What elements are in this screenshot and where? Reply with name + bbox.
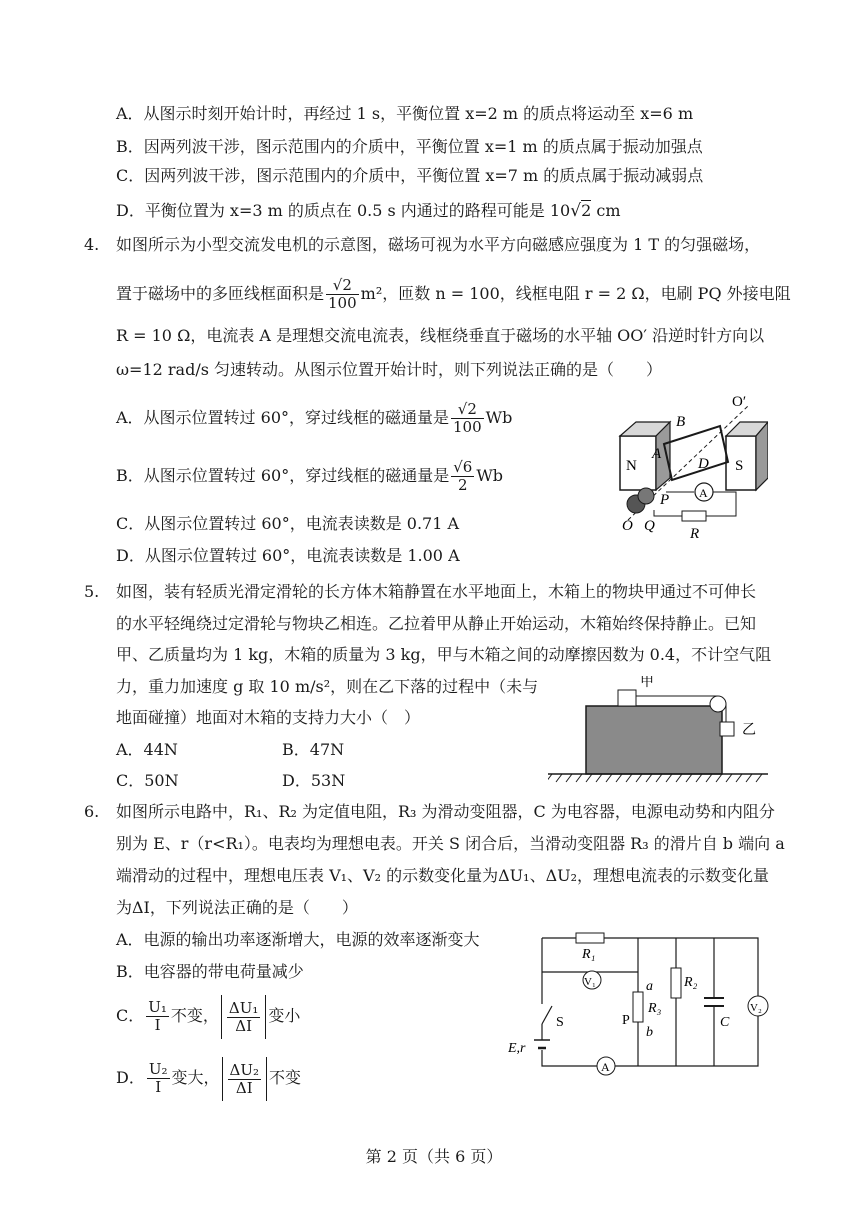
label-s: S [556,1015,564,1030]
label-r2: R₂ [684,975,698,990]
q6-stem-line4: 为ΔI，下列说法正确的是（ ） [116,898,358,917]
q6-option-d-abs-num: ΔU₂ [229,1060,260,1079]
q4-stem-line2-pre: 置于磁场中的多匝线框面积是 [116,284,325,303]
q6-option-c-den: I [154,1016,161,1034]
coil-frame [664,426,728,480]
voltmeter-v2-label: V₂ [750,1002,762,1014]
q6-option-c-fraction [146,999,169,1034]
q4-option-b-num: √6 [453,458,473,476]
q6-option-c-abs-num: ΔU₁ [228,998,259,1017]
q3-option-d-text: D．平衡位置为 x=3 m 的质点在 0.5 s 内通过的路程可能是 10 [116,201,571,220]
q6-option-c [116,994,300,1039]
sqrt-sign: √ [570,201,582,221]
q6-option-d-fraction [147,1061,170,1096]
q6-option-d-num: U₂ [148,1060,168,1078]
wire-q [654,510,682,516]
label-b: B [676,414,686,430]
q4-option-b-unit: Wb [476,466,504,485]
label-a: A [652,446,662,462]
q4-area-num: √2 [326,277,359,295]
q3-option-d-unit: cm [591,201,621,220]
q4-area-fraction [326,277,359,312]
capacitor-gap [704,998,724,1006]
q4-option-b-text: B．从图示位置转过 60°，穿过线框的磁通量是 [116,466,450,485]
q6-option-c-label: C． [116,1006,145,1025]
q5-stem-line1: 如图，装有轻质光滑定滑轮的长方体木箱静置在水平地面上，木箱上的物块甲通过不可伸长 [116,582,757,601]
resistor-r3 [633,992,643,1022]
q6-option-d-abs-den: ΔI [235,1078,253,1097]
q4-option-a-fraction [451,401,484,436]
q4-area-den: 100 [328,294,357,312]
label-jia: 甲 [640,676,654,690]
q5-box-figure [548,676,768,788]
label-yi: 乙 [742,723,756,738]
q4-generator-figure [608,392,768,544]
voltmeter-v1-label: V₁ [584,976,596,988]
q4-stem-line2-post: m²，匝数 n = 100，线框电阻 r = 2 Ω，电刷 PQ 外接电阻 [360,284,791,303]
magnet-n-label: N [626,458,637,474]
label-q: Q [644,518,655,534]
q6-option-d-den: I [155,1078,162,1096]
q5-option-b: B．47N [282,740,345,759]
q5-number: 5. [84,582,100,601]
q4-option-a-num: √2 [451,401,484,419]
q4-option-d: D．从图示位置转过 60°，电流表读数是 1.00 A [116,546,460,565]
q6-option-c-abs [221,995,267,1039]
q3-option-d-root: 2 [581,201,592,220]
pulley [710,696,726,712]
q6-option-c-abs-den: ΔI [235,1016,253,1035]
q4-stem-line3: R = 10 Ω，电流表 A 是理想交流电流表，线框绕垂直于磁场的水平轴 OO′ 沿逆时针方向以 [116,326,765,345]
q4-option-b [116,458,503,494]
q5-option-a: A．44N [116,740,178,759]
switch-gap [536,1004,548,1024]
block-jia [618,690,636,706]
label-o-prime: O′ [732,394,747,410]
q6-stem-line1: 如图所示电路中，R₁、R₂ 为定值电阻，R₃ 为滑动变阻器，C 为电容器，电源电动势和内阻分 [116,802,775,821]
q6-number: 6. [84,802,100,821]
resistor-r2 [671,968,681,998]
q3-option-a: A．从图示时刻开始计时，再经过 1 s，平衡位置 x=2 m 的质点将运动至 x=6 m [116,104,694,123]
label-p-slider: P [622,1013,630,1028]
q4-option-b-fraction [451,459,474,494]
q5-stem-line5: 地面碰撞）地面对木箱的支持力大小（ ） [116,708,421,727]
q6-option-b: B．电容器的带电荷量减少 [116,962,304,981]
q4-stem-line4: ω=12 rad/s 匀速转动。从图示位置开始计时，则下列说法正确的是（ ） [116,360,663,379]
q6-option-a: A．电源的输出功率逐渐增大，电源的效率逐渐变大 [116,930,480,949]
q3-option-d [116,201,620,221]
wooden-box [586,706,722,774]
page-footer: 第 2 页（共 6 页） [365,1147,503,1166]
label-er: E,r [508,1041,526,1056]
label-r: R [690,526,700,542]
block-yi [720,722,734,736]
q4-option-b-den: 2 [458,476,468,494]
slip-ring-2 [638,488,654,504]
q6-option-c-num: U₁ [148,998,167,1016]
q4-option-a-den: 100 [453,418,482,436]
q6-option-c-abs-fraction [227,1000,261,1035]
label-b-end: b [646,1025,653,1040]
q4-stem-line1: 如图所示为小型交流发电机的示意图，磁场可视为水平方向磁感应强度为 1 T 的匀强磁场， [116,235,761,254]
q6-option-d-mid: 变大， [171,1068,220,1087]
q5-option-d: D．53N [282,771,346,790]
q6-circuit-figure [508,928,776,1084]
q3-option-c: C．因两列波干涉，图示范围内的介质中，平衡位置 x=7 m 的质点属于振动减弱点 [116,166,704,185]
ammeter-a-label: A [601,1060,610,1074]
label-r1: R₁ [582,947,596,962]
q5-stem-line3: 甲、乙质量均为 1 kg，木箱的质量为 3 kg，甲与木箱之间的动摩擦因数为 0.4，不计空气阻 [116,645,772,664]
q4-option-a-text: A．从图示位置转过 60°，穿过线框的磁通量是 [116,408,450,427]
q4-stem-line2 [116,276,791,312]
q6-option-d [116,1056,301,1101]
label-o: O [622,518,633,534]
q4-number: 4. [84,235,100,254]
q6-option-c-post: 变小 [268,1006,301,1025]
ammeter-label: A [699,486,708,500]
q6-stem-line3: 端滑动的过程中，理想电压表 V₁、V₂ 的示数变化量为ΔU₁、ΔU₂，理想电流表的示数变化量 [116,866,770,885]
label-d: D [698,456,709,472]
q4-option-c: C．从图示位置转过 60°，电流表读数是 0.71 A [116,514,460,533]
q6-option-d-abs [222,1057,268,1101]
resistor-r1 [576,933,604,943]
label-p: P [660,492,670,508]
q4-option-a-unit: Wb [485,408,513,427]
q5-stem-line4: 力，重力加速度 g 取 10 m/s²，则在乙下落的过程中（未与 [116,677,539,696]
q6-option-d-abs-fraction [228,1062,262,1097]
label-r3: R₃ [648,1001,662,1016]
label-a-end: a [646,979,653,994]
q6-option-d-post: 不变 [269,1068,302,1087]
q4-option-a [116,400,512,436]
label-c: C [720,1015,730,1030]
q6-stem-line2: 别为 E、r（r<R₁）。电表均为理想电表。开关 S 闭合后，当滑动变阻器 R₃ 的滑片自 b 端向 a [116,834,785,853]
resistor-r [682,511,706,521]
q5-option-c: C．50N [116,771,179,790]
magnet-s-label: S [735,458,744,474]
q6-option-c-mid: 不变， [170,1006,219,1025]
ground-hatching [548,774,762,782]
q3-option-b: B．因两列波干涉，图示范围内的介质中，平衡位置 x=1 m 的质点属于振动加强点 [116,137,703,156]
q6-option-d-label: D． [116,1068,145,1087]
q5-stem-line2: 的水平轻绳绕过定滑轮与物块乙相连。乙拉着甲从静止开始运动，木箱始终保持静止。已知 [116,614,757,633]
